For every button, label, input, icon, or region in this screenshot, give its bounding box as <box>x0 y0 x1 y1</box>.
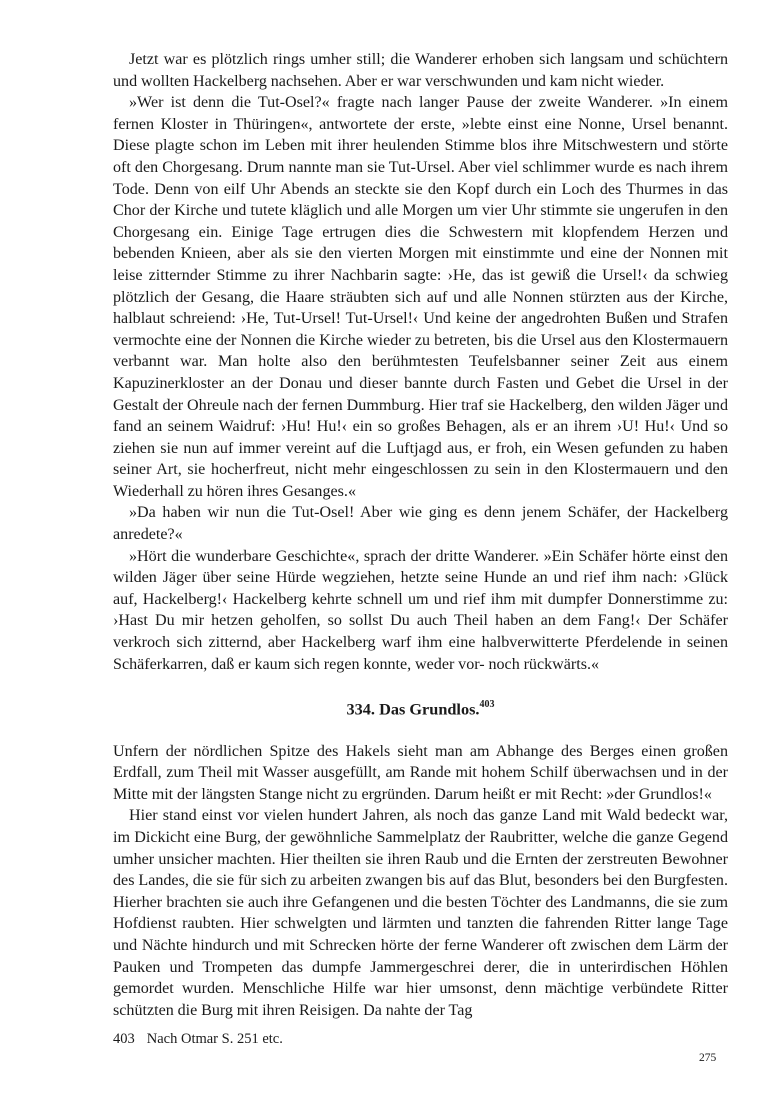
paragraph-2: »Wer ist denn die Tut-Osel?« fragte nach langer Pause der zweite Wanderer. »In einem fernen Kloster in Thüringen«, antwortete der erste, »lebte einst eine Nonne, Ursel benannt. Diese plagte schon im Leben mit ihrer heulenden Stimme blos ihre Mitschwestern und störte oft den Chorgesang. Drum nannte man sie Tut-Ursel. Aber viel schlimmer wurde es nach ihrem Tode. Denn von eilf Uhr Abends an steckte sie den Kopf durch ein Loch des Thurmes in das Chor der Kirche und tutete kläglich und alle Morgen um vier Uhr stimmte sie ungerufen in den Chorgesang ein. Einige Tage ertrugen dies die Schwestern mit klopfendem Herzen und bebenden Knieen, aber als sie den vierten Morgen mit einstimmte und eine der Nonnen mit leise zitternder Stimme zu ihrer Nachbarin sagte: ›He, das ist gewiß die Ursel!‹ da schwieg plötzlich der Gesang, die Haare sträubten sich auf und alle Nonnen stürzten aus der Kirche, halblaut schreiend: ›He, Tut-Ursel! Tut-Ursel!‹ Und keine der angedrohten Bußen und Strafen vermochte eine der Nonnen die Kirche wieder zu betreten, bis die Ursel aus den Klostermauern verbannt war. Man holte also den berühmtesten Teufelsbanner seiner Zeit aus einem Kapuzinerkloster an der Donau und dieser bannte durch Fasten und Gebet die Ursel in der Gestalt der Ohreule nach der fernen Dummburg. Hier traf sie Hackelberg, den wilden Jäger und fand an seinem Waidruf: ›Hu! Hu!‹ ein so großes Behagen, als er an ihrem ›U! Hu!‹ Und so ziehen sie nun auf immer vereint auf die Luftjagd aus, er froh, ein Wesen gefunden zu haben seiner Art, sie hocherfreut, nicht mehr eingeschlossen zu sein in den Klostermauern und den Wiederhall zu hören ihres Gesanges.« <box>113 94 728 500</box>
paragraph-6: Hier stand einst vor vielen hundert Jahren, als noch das ganze Land mit Wald bedeckt war, im Dickicht eine Burg, der gewöhnliche Sammelplatz der Raubritter, welche die ganze Gegend umher unsicher machten. Hier theilten sie ihren Raub und die Ernten der zerstreuten Bewohner des Landes, die sie für sich zu arbeiten zwangen bis auf das Blut, besonders bei den Burgfesten. Hierher brachten sie auch ihre Gefangenen und die besten Töchter des Landmanns, die sie zum Hofdienst raubten. Hier schwelgten und lärmten und tanzten die fahrenden Ritter lange Tage und Nächte hindurch und mit Schrecken hörte der ferne Wanderer oft zwischen dem Lärm der Pauken und Trompeten das dumpfe Jammergeschrei derer, die in unterirdischen Höhlen gemordet wurden. Menschliche Hilfe war hier umsonst, denn mächtige verbündete Ritter schützten die Burg mit ihren Reisigen. Da nahte der Tag <box>113 807 728 1019</box>
page-body <box>113 49 728 1049</box>
paragraph-1: Jetzt war es plötzlich rings umher still; die Wanderer erhoben sich langsam und schüchtern und wollten Hackelberg nachsehen. Aber er war verschwunden und kam nicht wieder. <box>113 51 728 90</box>
paragraph-3: »Da haben wir nun die Tut-Osel! Aber wie ging es denn jenem Schäfer, der Hackelberg anredete?« <box>113 504 728 544</box>
page-number: 275 <box>699 1052 717 1064</box>
paragraph-4: »Hört die wunderbare Geschichte«, sprach der dritte Wanderer. »Ein Schäfer hörte einst den wilden Jäger über seine Hürde wegziehen, hetzte seine Hunde an und rief ihm nach: ›Glück auf, Hackelberg!‹ Hackelberg kehrte schnell um und rief ihm mit dumpfer Donnerstimme zu: ›Hast Du mir hetzen geholfen, so sollst Du auch Theil haben an dem Fang!‹ Der Schäfer verkroch sich zitternd, aber Hackelberg warf ihm eine halbverwitterte Pferdelende in seinen Schäferkarren, daß er kaum sich regen konnte, weder vor- noch rückwärts.« <box>113 547 728 673</box>
footnote-text: Nach Otmar S. 251 etc. <box>146 1031 283 1048</box>
paragraph-5: Unfern der nördlichen Spitze des Hakels sieht man am Abhange des Berges einen großen Erdfall, zum Theil mit Wasser ausgefüllt, am Rande mit hohem Schilf überwachsen und in der Mitte mit der längsten Stange nicht zu ergründen. Darum heißt er mit Recht: »der Grundlos!« <box>113 742 728 803</box>
section-title: 334. Das Grundlos. <box>346 699 480 719</box>
footnote-reference[interactable]: 403 <box>479 699 495 711</box>
footnote <box>113 1029 728 1049</box>
section-heading <box>113 695 728 720</box>
footnote-number: 403 <box>113 1031 135 1048</box>
